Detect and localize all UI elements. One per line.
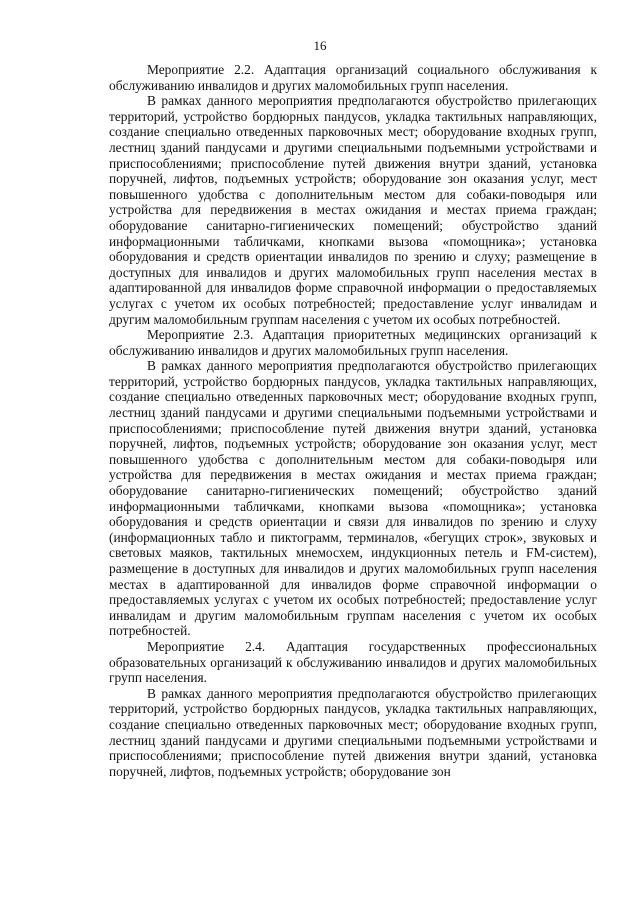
paragraph-measure-2-3-body: В рамках данного мероприятия предполагаются обустройство прилегающих территорий, устройство бордюрных пандусов, укладка тактильных направляющих, создание специально отведенных парковочных мест; оборудование входных групп, лестниц зданий пандусами и другими специальными подъемными устройствами и приспособлениями; приспособление путей движения внутри зданий, установка поручней, лифтов, подъемных устройств; оборудование зон оказания услуг, мест повышенного удобства с дополнительным местом для собаки-поводыря или устройства для передвижения в местах ожидания и местах приема граждан; оборудование санитарно-гигиенических помещений; обустройство зданий информационными табличками, кнопками вызова «помощника»; установка оборудования и средств ориентации и связи для инвалидов по зрению и слуху (информационных табло и пиктограмм, терминалов, «бегущих строк», звуковых и световых маяков, тактильных мнемосхем, индукционных петель и FM-систем), размещение в доступных для инвалидов и других маломобильных групп населения местах в адаптированной для инвалидов форме справочной информации о предоставляемых услугах с учетом их особых потребностей; предоставление услуг инвалидам и другим маломобильным группам населения с учетом их особых потребностей. xyxy=(109,358,597,639)
paragraph-measure-2-4-body: В рамках данного мероприятия предполагаются обустройство прилегающих территорий, устройство бордюрных пандусов, укладка тактильных направляющих, создание специально отведенных парковочных мест; оборудование входных групп, лестниц зданий пандусами и другими специальными подъемными устройствами и приспособлениями; приспособление путей движения внутри зданий, установка поручней, лифтов, подъемных устройств; оборудование зон xyxy=(109,685,597,779)
paragraph-measure-2-2-body: В рамках данного мероприятия предполагаются обустройство прилегающих территорий, устройство бордюрных пандусов, укладка тактильных направляющих, создание специально отведенных парковочных мест; оборудование входных групп, лестниц зданий пандусами и другими специальными подъемными устройствами и приспособлениями; приспособление путей движения внутри зданий, установка поручней, лифтов, подъемных устройств; оборудование зон оказания услуг, мест повышенного удобства с дополнительным местом для собаки-поводыря или устройства для передвижения в местах ожидания и местах приема граждан; оборудование санитарно-гигиенических помещений; обустройство зданий информационными табличками, кнопками вызова «помощника»; установка оборудования и средств ориентации инвалидов по зрению и слуху; размещение в доступных для инвалидов и других маломобильных групп населения местах в адаптированной для инвалидов форме справочной информации о предоставляемых услугах с учетом их особых потребностей; предоставление услуг инвалидам и другим маломобильным группам населения с учетом их особых потребностей. xyxy=(109,93,597,327)
paragraph-measure-2-4-heading: Мероприятие 2.4. Адаптация государственных профессиональных образовательных организаций к обслуживанию инвалидов и других маломобильных групп населения. xyxy=(109,638,597,686)
document-body xyxy=(109,62,597,779)
paragraph-measure-2-3-heading: Мероприятие 2.3. Адаптация приоритетных медицинских организаций к обслуживанию инвалидов и других маломобильных групп населения. xyxy=(109,327,597,358)
page-number: 16 xyxy=(313,38,327,53)
paragraph-measure-2-2-heading: Мероприятие 2.2. Адаптация организаций социального обслуживания к обслуживанию инвалидов и других маломобильных групп населения. xyxy=(109,62,597,93)
